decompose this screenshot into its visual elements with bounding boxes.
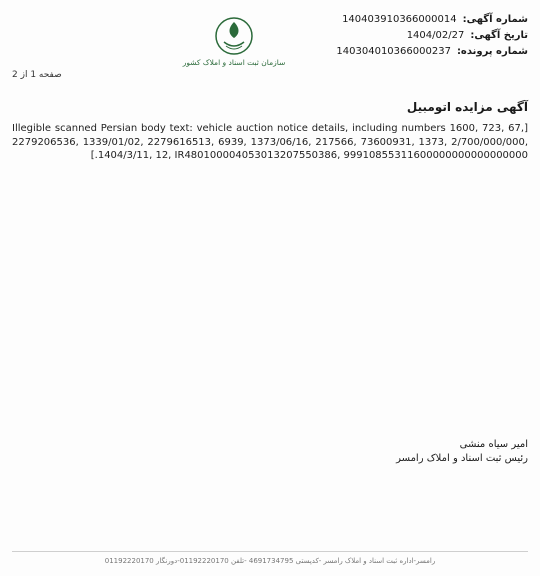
meta-label: تاریخ آگهی: (470, 30, 528, 41)
meta-row-file-number (278, 44, 528, 60)
footer-text: رامسر-اداره ثبت اسناد و املاک رامسر -کدپستی 4691734795 -تلفن 01192220170-دورنگار 01192220170 (104, 557, 436, 565)
meta-label: شماره آگهی: (462, 14, 528, 25)
signature-block (396, 438, 528, 466)
meta-row-notice-number (278, 12, 528, 28)
footer-divider (12, 551, 528, 552)
body-paragraph: [Illegible scanned Persian body text: vehicle auction notice details, including numbers 1600, 723, 67, 2279206536, 1339/01/02, 2279616513, 6939, 1373/06/16, 217566, 73600931, 1373, 2/700/000/000, 1404/3/11, 12, IR480100004053013207550386, 99910855311600000000000000000.] (12, 123, 528, 161)
signer-name: امیر سیاه منشی (459, 439, 528, 450)
meta-value: 140403910366000014 (342, 14, 457, 25)
organization-name: سازمان ثبت اسناد و املاک کشور (182, 58, 286, 67)
emblem-icon (214, 16, 254, 56)
document-body (12, 122, 528, 165)
meta-label: شماره پرونده: (456, 46, 528, 57)
notice-meta (278, 12, 528, 60)
page-number: صفحه 1 از 2 (12, 70, 62, 80)
signer-title: رئیس ثبت اسناد و املاک رامسر (396, 453, 528, 464)
document-title: آگهی مزایده اتومبیل (406, 100, 528, 114)
meta-value: 140304010366000237 (336, 46, 451, 57)
document-header (12, 12, 528, 104)
meta-value: 1404/02/27 (406, 30, 465, 41)
organization-emblem (182, 16, 286, 84)
meta-row-notice-date (278, 28, 528, 44)
document-footer (12, 551, 528, 566)
